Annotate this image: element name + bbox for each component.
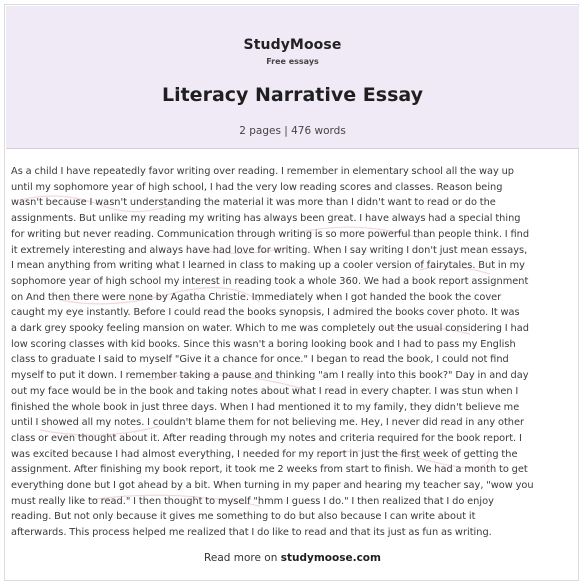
essay-line: afterwards. This process helped me realized that I do like to read and that its just as fun as writing. (11, 527, 492, 539)
essay-line: reading. But not only because it gives me something to do but also because I can write about it (11, 511, 476, 523)
essay-line: it extremely interesting and always have had love for writing. When I say writing I don't just mean essays, (11, 244, 528, 256)
essay-header (6, 6, 579, 149)
essay-line: sophomore year of high school my interest in reading took a whole 360. We had a book report assignment (11, 275, 529, 287)
essay-line: for writing but never reading. Communication through writing is so more powerful than people think. I find (11, 228, 530, 240)
essay-line: was excited because I had almost everything, I needed for my report in just the first week of getting the (11, 448, 518, 460)
essay-line: until my sophomore year of high school, I had the very low reading scores and classes. Reason being (11, 181, 503, 193)
essay-line: a dark grey spooky feeling mansion on water. Which to me was completely out the usual considering I had (11, 323, 529, 335)
essay-line: class to graduate I said to myself "Give it a chance for once." I began to read the book, I could not find (11, 354, 509, 366)
essay-line: assignment. After finishing my book report, it took me 2 weeks from start to finish. We had a month to get (11, 464, 528, 476)
essay-line: assignments. But unlike my reading my writing has always been great. I have always had a special thing (11, 213, 521, 225)
essay-line: must really like to read." I then thought to myself "hmm I guess I do." I then realized that I do enjoy (11, 495, 494, 507)
essay-line: class or even thought about it. After reading through my notes and criteria required for the book report. I (11, 432, 522, 444)
essay-line: As a child I have repeatedly favor writing over reading. I remember in elementary school all the way up (11, 166, 514, 177)
read-more-link[interactable]: studymoose.com (280, 552, 381, 564)
read-more-prefix: Read more on (204, 552, 281, 564)
read-more-line (0, 552, 585, 564)
essay-line: wasn't because I wasn't understanding the material it was more than I didn't want to read or do the (11, 197, 496, 209)
essay-line: finished the whole book in just three days. When I had mentioned it to my family, they didn't believe me (11, 401, 520, 413)
essay-line: low scoring classes with kid books. Since this wasn't a boring looking book and I had to pass my English (11, 338, 516, 350)
essay-line: I mean anything from writing what I learned in class to making up a cooler version of fairytales. But in my (11, 260, 525, 272)
brand-tagline: Free essays (266, 57, 319, 66)
essay-meta: 2 pages | 476 words (239, 125, 346, 137)
essay-body (11, 164, 575, 541)
brand-name: StudyMoose (243, 37, 342, 53)
essay-line: myself to put it down. I remember taking a pause and thinking "am I really into this book?" Day in and day (11, 370, 529, 382)
essay-line: on And then there were none by Agatha Christie. Immediately when I got handed the book the cover (11, 291, 502, 303)
essay-line: caught my eye instantly. Before I could read the books synopsis, I admired the books cover photo. It was (11, 307, 520, 319)
essay-line: everything done but I got ahead by a bit. When turning in my paper and hearing my teacher say, "wow you (11, 480, 534, 492)
essay-line: out my face would be in the book and taking notes about what I read in every chapter. I was stun when I (11, 385, 519, 397)
essay-title: Literacy Narrative Essay (161, 84, 424, 106)
essay-line: until I showed all my notes. I couldn't blame them for not believing me. Hey, I never did read in any other (11, 417, 525, 429)
